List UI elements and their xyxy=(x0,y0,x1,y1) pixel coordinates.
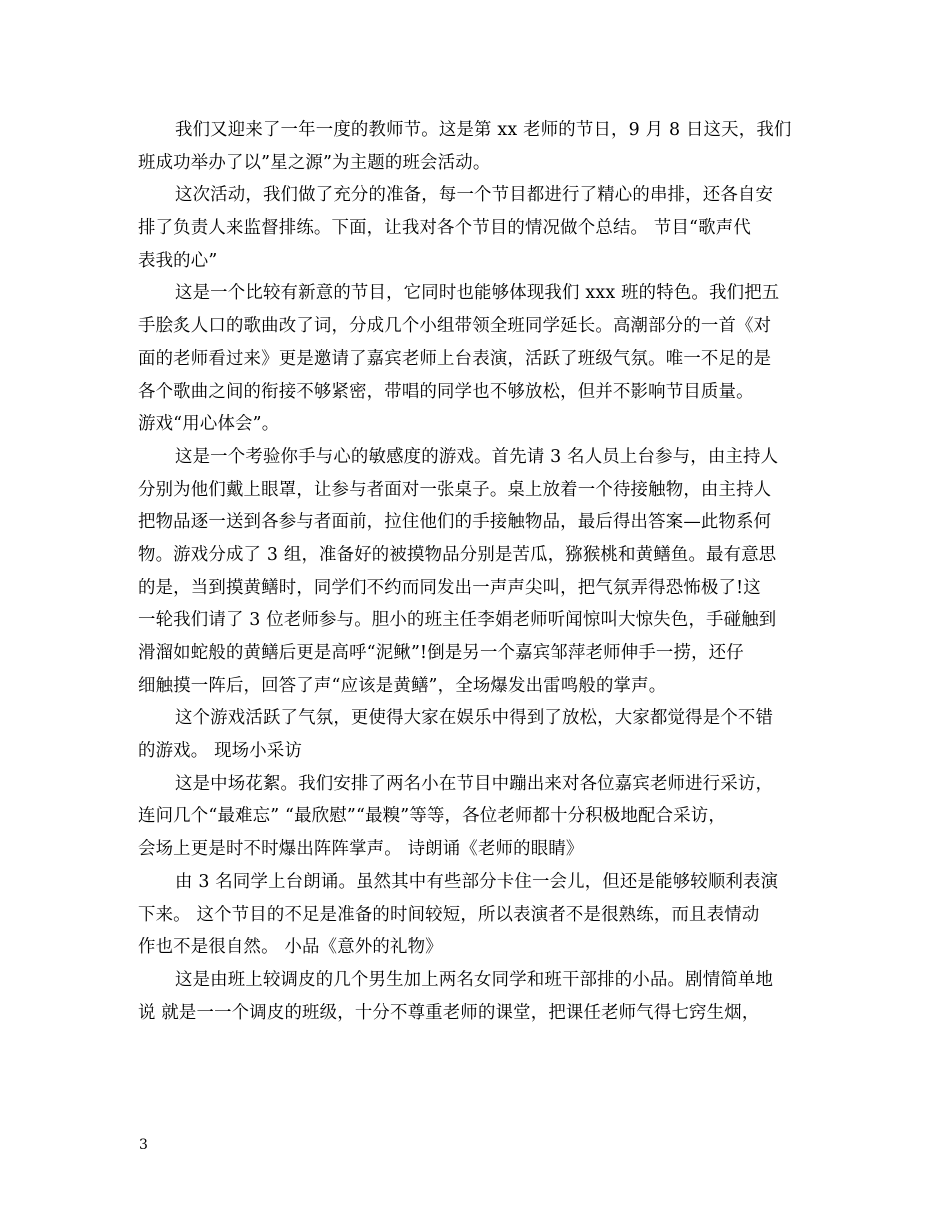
text-line: 排了负责人来监督排练。下面，让我对各个节目的情况做个总结。 节目“歌声代 xyxy=(138,218,751,239)
text-line: 各个歌曲之间的衔接不够紧密，带唱的同学也不够放松，但并不影响节目质量。 xyxy=(138,381,754,402)
text-line: 手脍炙人口的歌曲改了词，分成几个小组带领全班同学延长。高潮部分的一首《对 xyxy=(138,316,772,337)
text-line: 一轮我们请了 3 位老师参与。胆小的班主任李娟老师听闻惊叫大惊失色，手碰触到 xyxy=(138,610,777,631)
text-line: 分别为他们戴上眼罩，让参与者面对一张桌子。桌上放着一个待接触物，由主持人 xyxy=(138,479,772,500)
page-number: 3 xyxy=(139,1137,148,1153)
text-line: 游戏“用心体会”。 xyxy=(138,414,280,435)
text-line: 这个游戏活跃了气氛，更使得大家在娱乐中得到了放松，大家都觉得是个不错 xyxy=(175,708,774,729)
text-line: 的游戏。 现场小采访 xyxy=(138,741,303,762)
text-line: 这是由班上较调皮的几个男生加上两名女同学和班干部排的小品。剧情简单地 xyxy=(175,969,774,990)
body-text xyxy=(138,114,828,1029)
text-line: 下来。 这个节目的不足是准备的时间较短，所以表演者不是很熟练，而且表情动 xyxy=(138,904,760,925)
text-line: 表我的心” xyxy=(138,250,218,271)
text-line: 说 就是一一个调皮的班级，十分不尊重老师的课堂，把课任老师气得七窍生烟， xyxy=(138,1002,760,1023)
text-line: 连问几个“最难忘” “最欣慰”“最糗”等等，各位老师都十分积极地配合采访， xyxy=(138,806,726,827)
text-line: 把物品逐一送到各参与者面前，拉住他们的手接触物品，最后得出答案—此物系何 xyxy=(138,512,772,533)
text-line: 班成功举办了以”星之源”为主题的班会活动。 xyxy=(138,152,491,173)
text-line: 面的老师看过来》更是邀请了嘉宾老师上台表演，活跃了班级气氛。唯一不足的是 xyxy=(138,348,772,369)
text-line: 这次活动，我们做了充分的准备，每一个节目都进行了精心的串排，还各自安 xyxy=(175,185,774,206)
text-line: 由 3 名同学上台朗诵。虽然其中有些部分卡住一会儿，但还是能够较顺利表演 xyxy=(175,871,779,892)
text-line: 这是一个比较有新意的节目，它同时也能够体现我们 xxx 班的特色。我们把五 xyxy=(175,283,780,304)
text-line: 的是，当到摸黄鳝时，同学们不约而同发出一声声尖叫，把气氛弄得恐怖极了!这 xyxy=(138,577,761,598)
text-line: 物。游戏分成了 3 组，准备好的被摸物品分别是苦瓜，猕猴桃和黄鳝鱼。最有意思 xyxy=(138,544,777,565)
text-line: 滑溜如蛇般的黄鳝后更是高呼“泥鳅”!倒是另一个嘉宾邹萍老师伸手一捞，还仔 xyxy=(138,643,744,663)
text-line: 这是中场花絮。我们安排了两名小在节目中蹦出来对各位嘉宾老师进行采访， xyxy=(175,773,774,794)
text-line: 这是一个考验你手与心的敏感度的游戏。首先请 3 名人员上台参与，由主持人 xyxy=(175,446,779,467)
text-line: 我们又迎来了一年一度的教师节。这是第 xx 老师的节日，9 月 8 日这天，我们 xyxy=(175,120,792,140)
text-line: 会场上更是时不时爆出阵阵掌声。 诗朗诵《老师的眼睛》 xyxy=(138,839,584,860)
text-line: 作也不是很自然。 小品《意外的礼物》 xyxy=(138,937,443,958)
text-line: 细触摸一阵后，回答了声“应该是黄鳝”，全场爆发出雷鸣般的掌声。 xyxy=(138,675,667,696)
